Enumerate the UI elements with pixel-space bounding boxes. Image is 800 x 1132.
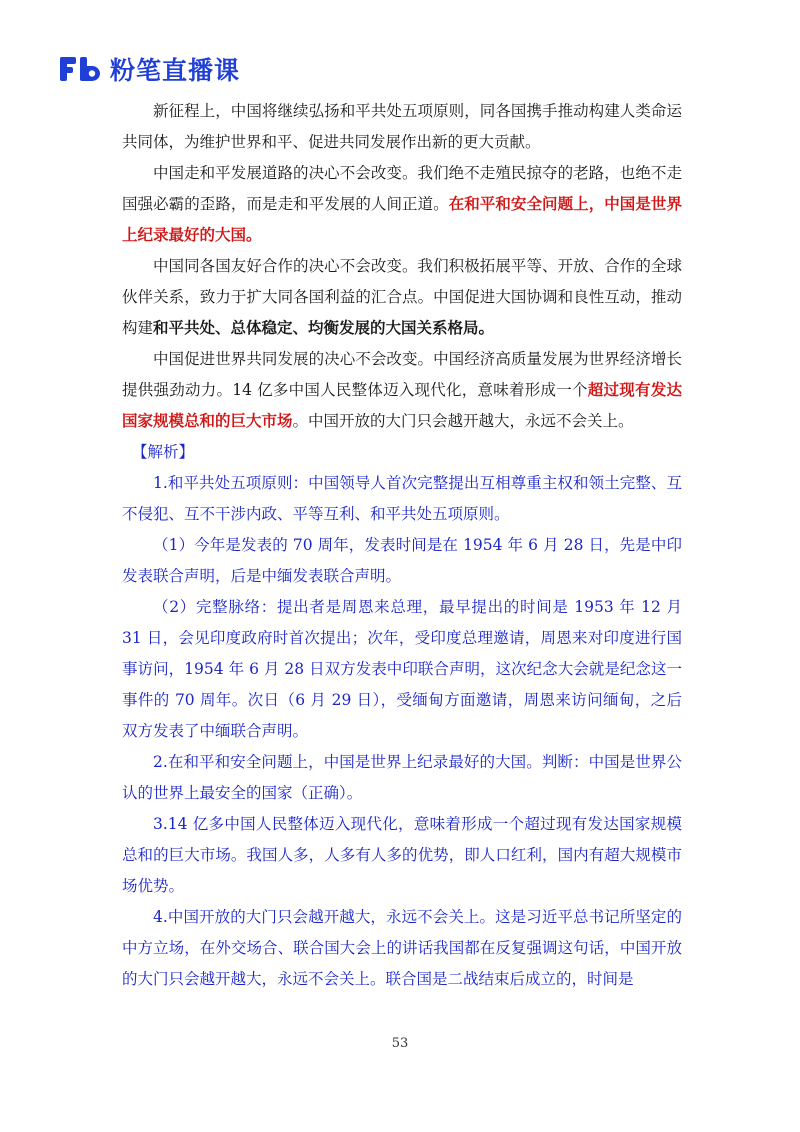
document-body	[122, 96, 682, 995]
paragraph-4-text: 中国促进世界共同发展的决心不会改变。中国经济高质量发展为世界经济增长提供强劲动力。14 亿多中国人民整体迈入现代化，意味着形成一个	[122, 350, 682, 399]
paragraph-3	[122, 251, 682, 344]
paragraph-3-bold: 和平共处、总体稳定、均衡发展的大国关系格局。	[153, 319, 495, 337]
analysis-item: （2）完整脉络：提出者是周恩来总理，最早提出的时间是 1953 年 12 月 31 日，会见印度政府时首次提出；次年，受印度总理邀请，周恩来对印度进行国事访问，1954 年 6 月 28 日双方发表中印联合声明，这次纪念大会就是纪念这一事件的 70 周年。次日（6 月 29 日），受缅甸方面邀请，周恩来访问缅甸，之后双方发表了中缅联合声明。	[122, 598, 682, 740]
paragraph-1: 新征程上，中国将继续弘扬和平共处五项原则，同各国携手推动构建人类命运共同体，为维护世界和平、促进共同发展作出新的更大贡献。	[122, 102, 682, 151]
analysis-item: 3.14 亿多中国人民整体迈入现代化，意味着形成一个超过现有发达国家规模总和的巨大市场。我国人多，人多有人多的优势，即人口红利，国内有超大规模市场优势。	[122, 815, 682, 895]
fenbi-logo-icon	[58, 54, 102, 84]
paragraph-4-highlight: 超过现有发达国家规模总和的巨大市场	[122, 381, 682, 430]
analysis-heading: 【解析】	[132, 443, 195, 461]
analysis-item: 4.中国开放的大门只会越开越大，永远不会关上。这是习近平总书记所坚定的中方立场，在外交场合、联合国大会上的讲话我国都在反复强调这句话，中国开放的大门只会越开越大，永远不会关上。联合国是二战结束后成立的，时间是	[122, 908, 682, 988]
analysis-item: （1）今年是发表的 70 周年，发表时间是在 1954 年 6 月 28 日，先是中印发表联合声明，后是中缅发表联合声明。	[122, 536, 682, 585]
analysis-item: 1.和平共处五项原则：中国领导人首次完整提出互相尊重主权和领土完整、互不侵犯、互不干涉内政、平等互利、和平共处五项原则。	[122, 474, 682, 523]
analysis-item: 2.在和平和安全问题上，中国是世界上纪录最好的大国。判断：中国是世界公认的世界上最安全的国家（正确）。	[122, 753, 682, 802]
paragraph-4	[122, 344, 682, 437]
brand-name: 粉笔直播课	[110, 56, 241, 85]
brand-logo	[58, 52, 240, 86]
paragraph-2	[122, 158, 682, 251]
paragraph-2-text: 中国走和平发展道路的决心不会改变。我们绝不走殖民掠夺的老路，也绝不走国强必霸的歪路，而是走和平发展的人间正道。	[122, 164, 682, 213]
paragraph-2-highlight: 在和平和安全问题上，中国是世界上纪录最好的大国。	[122, 195, 682, 244]
paragraph-4-tail: 。中国开放的大门只会越开越大，永远不会关上。	[292, 412, 634, 430]
paragraph-3-text: 中国同各国友好合作的决心不会改变。我们积极拓展平等、开放、合作的全球伙伴关系，致力于扩大同各国利益的汇合点。中国促进大国协调和良性互动，推动构建	[122, 257, 682, 337]
page-number: 53	[391, 1036, 409, 1051]
